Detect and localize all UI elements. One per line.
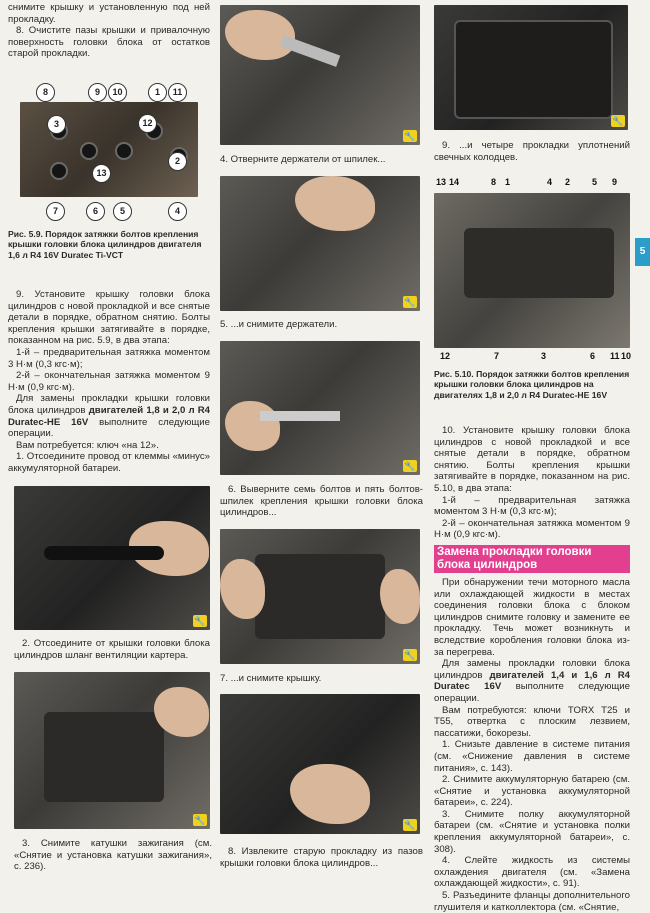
photo-step-8 <box>220 694 420 834</box>
valve-cover-photo: 3 12 2 13 <box>20 102 198 197</box>
photo-step-5 <box>220 176 420 311</box>
photo-step-9 <box>434 5 628 130</box>
photo-step-3 <box>14 672 210 829</box>
engines-note: Для замены прокладки крышки головки блока цилиндров двигателей 1,8 и 2,0 л R4 Duratec-HE 16V выполните следующие операции. <box>8 393 211 440</box>
wrench-icon: 🔧 <box>404 131 416 141</box>
wrench-icon: 🔧 <box>404 461 416 471</box>
photo-step-6 <box>220 341 420 475</box>
caption-step-2: 2. Отсоедините от крышки головки блока цилиндров шланг вентиляции картера. <box>14 638 210 661</box>
figure-5-10: 13 14 8 1 4 2 5 9 12 7 3 6 11 10 <box>436 177 632 361</box>
caption-step-9: 9. ...и четыре прокладки уплотнений свечных колодцев. <box>434 140 630 163</box>
col3-section-text: При обнаружении течи моторного масла или охлаждающей жидкости в местах соединения головки блока с блоком цилиндров снимите головку и замените ее прокладку. Течь может возникнуть и вследствие коробления головки блока из-за перегрева. Для замены прокладки головки блока цилиндров двигателей 1,4 и 1,6 л R4 Duratec 16V выполните следующие операции. Вам потребуются: ключи TORX T25 и T55, отвертка с плоским лезвием, пассатижи, бокорезы. 1. Снизьте давление в системе питания (см. «Снижение давления в системе питания», с. 143). 2. Снимите аккумуляторную батарею (см. «Снятие и установка аккумуляторной батареи», с. 224). 3. Снимите полку аккумуляторной батареи (см. «Снятие и установка полки крепления аккумуляторной батареи», с. 308). 4. Слейте жидкость из системы охлаждения двигателя (см. «Замена охлаждающей жидкости», с. 91). 5. Разъедините фланцы дополнительного глушителя и катколлектора (см. «Снятие, <box>434 577 630 913</box>
col1-step9: 9. Установите крышку головки блока цилиндров с новой прокладкой и все снятые детали в порядке, обратном снятию. Болты крепления крышки затягивайте в порядке, показанном на рис. 5.9, в два этапа: 1-й – предварительная затяжка моментом 3 Н·м (0,3 кгс·м); 2-й – окончательная затяжка моментом 9 Н·м (0,9 кгс·м). Для замены прокладки крышки головки блока цилиндров двигателей 1,8 и 2,0 л R4 Duratec-HE 16V выполните следующие операции. Вам потребуется: ключ «на 12». 1. Отсоедините провод от клеммы «минус» аккумуляторной батареи. <box>8 289 211 474</box>
engines-note-2: Для замены прокладки головки блока цилиндров двигателей 1,4 и 1,6 л R4 Duratec 16V выполните следующие операции. <box>434 658 630 704</box>
figure-5-9-caption: Рис. 5.9. Порядок затяжки болтов крепления крышки головки блока цилиндров двигателя 1,6 л R4 16V Duratec Ti-VCT <box>8 229 202 260</box>
caption-step-8: 8. Извлеките старую прокладку из пазов крышки головки блока цилиндров... <box>220 846 423 869</box>
wrench-icon: 🔧 <box>194 815 206 825</box>
photo-step-4 <box>220 5 420 145</box>
photo-step-7 <box>220 529 420 664</box>
wrench-icon: 🔧 <box>194 616 206 626</box>
caption-step-5: 5. ...и снимите держатели. <box>220 319 338 330</box>
wrench-icon: 🔧 <box>404 650 416 660</box>
engine-photo-5-10 <box>434 193 630 348</box>
figure-5-10-caption: Рис. 5.10. Порядок затяжки болтов крепления крышки головки блока цилиндров на двигателях 1,8 и 2,0 л R4 Duratec-HE 16V <box>434 369 630 400</box>
caption-step-6: 6. Выверните семь болтов и пять болтов-шпилек крепления крышки головки блока цилиндров... <box>220 484 423 519</box>
photo-step-2 <box>14 486 210 630</box>
caption-step-7: 7. ...и снимите крышку. <box>220 673 322 684</box>
col3-step10: 10. Установите крышку головки блока цилиндров с новой прокладкой и все снятые детали в порядке, обратном снятию. Болты крепления крышки затягивайте в порядке, показанном на рис. 5.10, в два этапа: 1-й – предварительная затяжка моментом 3 Н·м (0,3 кгс·м); 2-й – окончательная затяжка моментом 9 Н·м (0,9 кгс·м). <box>434 425 630 541</box>
section-title: Замена прокладки головки блока цилиндров <box>434 545 630 573</box>
caption-step-4: 4. Отверните держатели от шпилек... <box>220 154 386 165</box>
wrench-icon: 🔧 <box>612 116 624 126</box>
wrench-icon: 🔧 <box>404 297 416 307</box>
chapter-tab: 5 <box>635 238 650 266</box>
figure-5-9: 3 12 2 13 8 9 10 1 11 7 6 5 4 <box>8 80 210 225</box>
caption-step-3: 3. Снимите катушки зажигания (см. «Снятие и установка катушки зажигания», с. 236). <box>14 838 212 873</box>
wrench-icon: 🔧 <box>404 820 416 830</box>
col1-top-text: снимите крышку и установленную под ней прокладку. 8. Очистите пазы крышки и привалочную поверхность головки блока от остатков старой прокладки. <box>8 2 210 60</box>
